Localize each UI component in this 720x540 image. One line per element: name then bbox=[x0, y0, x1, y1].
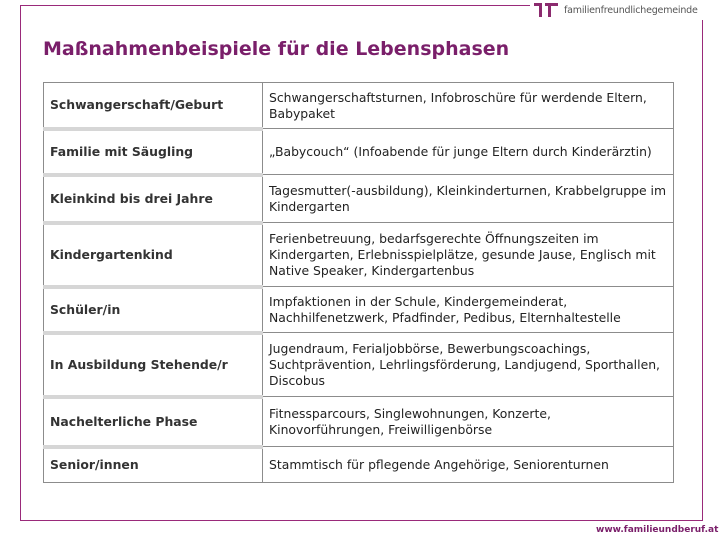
measures-cell: „Babycouch“ (Infoabende für junge Eltern durch Kinderärztin) bbox=[263, 129, 674, 175]
frame-left-line bbox=[20, 5, 21, 520]
footer-url: www.familieundberuf.at bbox=[596, 525, 719, 535]
phase-cell: Kindergartenkind bbox=[44, 223, 263, 287]
measures-table-container bbox=[43, 82, 673, 486]
frame-top-line bbox=[20, 5, 530, 6]
measures-cell: Stammtisch für pflegende Angehörige, Seniorenturnen bbox=[263, 447, 674, 483]
table-row bbox=[44, 397, 674, 447]
measures-cell: Ferienbetreuung, bedarfsgerechte Öffnungszeiten im Kindergarten, Erlebnisspielplätze, gesunde Jause, Englisch mit Native Speaker, Kindergartenbus bbox=[263, 223, 674, 287]
table-row bbox=[44, 223, 674, 287]
measures-cell: Jugendraum, Ferialjobbörse, Bewerbungscoachings, Suchtprävention, Lehrlingsförderung, Landjugend, Sporthallen, Discobus bbox=[263, 333, 674, 397]
table-row bbox=[44, 83, 674, 129]
frame-right-line bbox=[702, 20, 703, 520]
table-row bbox=[44, 447, 674, 483]
phase-cell: Schwangerschaft/Geburt bbox=[44, 83, 263, 129]
phase-cell: Nachelterliche Phase bbox=[44, 397, 263, 447]
table-row bbox=[44, 333, 674, 397]
table-row bbox=[44, 175, 674, 223]
table-row bbox=[44, 129, 674, 175]
logo bbox=[534, 1, 704, 19]
table-row bbox=[44, 287, 674, 333]
logo-text: familienfreundlichegemeinde bbox=[564, 4, 698, 16]
measures-cell: Impfaktionen in der Schule, Kindergemeinderat, Nachhilfenetzwerk, Pfadfinder, Pedibus, Elternhaltestelle bbox=[263, 287, 674, 333]
phase-cell: Kleinkind bis drei Jahre bbox=[44, 175, 263, 223]
page-title: Maßnahmenbeispiele für die Lebensphasen bbox=[43, 38, 510, 60]
measures-cell: Fitnessparcours, Singlewohnungen, Konzerte, Kinovorführungen, Freiwilligenbörse bbox=[263, 397, 674, 447]
measures-cell: Tagesmutter(-ausbildung), Kleinkinderturnen, Krabbelgruppe im Kindergarten bbox=[263, 175, 674, 223]
phase-cell: In Ausbildung Stehende/r bbox=[44, 333, 263, 397]
phase-cell: Schüler/in bbox=[44, 287, 263, 333]
logo-mark-icon bbox=[534, 2, 560, 18]
phase-cell: Senior/innen bbox=[44, 447, 263, 483]
measures-cell: Schwangerschaftsturnen, Infobroschüre für werdende Eltern, Babypaket bbox=[263, 83, 674, 129]
frame-bottom-line bbox=[20, 520, 703, 521]
measures-table bbox=[43, 82, 674, 483]
phase-cell: Familie mit Säugling bbox=[44, 129, 263, 175]
